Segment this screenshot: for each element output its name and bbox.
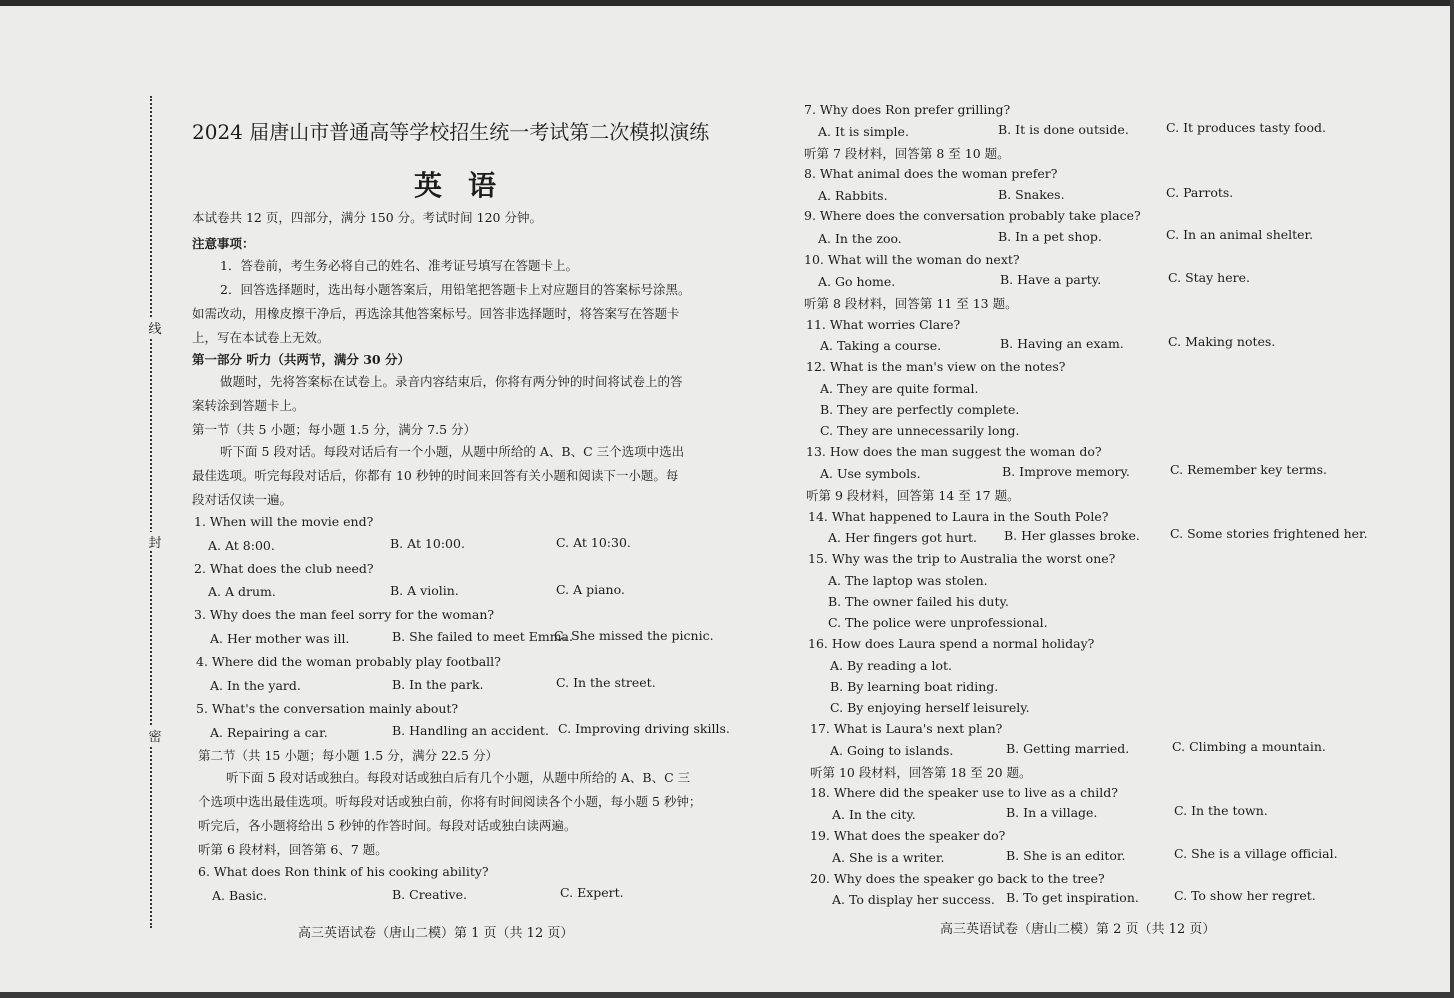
q13-option-a: A. Use symbols. [820, 466, 921, 481]
q5-option-c: C. Improving driving skills. [558, 721, 730, 736]
question-13: 13. How does the man suggest the woman do? [806, 444, 1102, 459]
exam-title: 2024 届唐山市普通高等学校招生统一考试第二次模拟演练 [192, 120, 710, 144]
q20-option-b: B. To get inspiration. [1006, 890, 1139, 905]
listen-10: 听第 10 段材料，回答第 18 至 20 题。 [810, 765, 1032, 780]
scan-top-edge [0, 0, 1454, 6]
q15-option-b: B. The owner failed his duty. [828, 594, 1009, 609]
binding-char-mi: 密 [146, 726, 164, 745]
q2-option-b: B. A violin. [390, 583, 459, 598]
question-1: 1. When will the movie end? [194, 514, 374, 529]
q4-option-b: B. In the park. [392, 677, 484, 692]
exam-intro: 本试卷共 12 页，四部分，满分 150 分。考试时间 120 分钟。 [192, 210, 542, 225]
question-6: 6. What does Ron think of his cooking ability? [198, 864, 489, 879]
q7-option-c: C. It produces tasty food. [1166, 120, 1326, 135]
section1-desc-c: 段对话仅读一遍。 [192, 492, 293, 507]
q17-option-c: C. Climbing a mountain. [1172, 739, 1326, 754]
binding-char-xian: 线 [146, 318, 164, 337]
q15-option-c: C. The police were unprofessional. [828, 615, 1048, 630]
notice-1: 1．答卷前，考生务必将自己的姓名、准考证号填写在答题卡上。 [220, 258, 578, 273]
q1-option-a: A. At 8:00. [208, 538, 275, 553]
q16-option-b: B. By learning boat riding. [830, 679, 999, 694]
q16-option-c: C. By enjoying herself leisurely. [830, 700, 1030, 715]
q9-option-b: B. In a pet shop. [998, 229, 1102, 244]
q4-option-c: C. In the street. [556, 675, 656, 690]
q17-option-b: B. Getting married. [1006, 741, 1130, 756]
page-2-footer: 高三英语试卷（唐山二模）第 2 页（共 12 页） [940, 922, 1216, 937]
q9-option-a: A. In the zoo. [818, 231, 902, 246]
question-10: 10. What will the woman do next? [804, 252, 1020, 267]
q12-option-c: C. They are unnecessarily long. [820, 423, 1020, 438]
q3-option-b: B. She failed to meet Emma. [392, 629, 573, 644]
q8-option-c: C. Parrots. [1166, 185, 1234, 200]
notice-2a: 2．回答选择题时，选出每小题答案后，用铅笔把答题卡上对应题目的答案标号涂黑。 [220, 282, 691, 297]
binding-dotted-line [150, 96, 152, 928]
question-7: 7. Why does Ron prefer grilling? [804, 102, 1011, 117]
q10-option-c: C. Stay here. [1168, 270, 1250, 285]
section1-title: 第一节（共 5 小题；每小题 1.5 分，满分 7.5 分） [192, 422, 477, 437]
notice-2b: 如需改动，用橡皮擦干净后，再选涂其他答案标号。回答非选择题时，将答案写在答题卡 [192, 306, 680, 321]
part1-desc-b: 案转涂到答题卡上。 [192, 398, 305, 413]
q7-option-b: B. It is done outside. [998, 122, 1129, 137]
question-5: 5. What's the conversation mainly about? [196, 701, 459, 716]
q17-option-a: A. Going to islands. [830, 743, 954, 758]
q5-option-a: A. Repairing a car. [210, 725, 328, 740]
listen-8: 听第 8 段材料，回答第 11 至 13 题。 [804, 296, 1018, 311]
q14-option-c: C. Some stories frightened her. [1170, 526, 1368, 541]
q18-option-b: B. In a village. [1006, 805, 1098, 820]
q19-option-a: A. She is a writer. [832, 850, 945, 865]
section2-desc-c: 听完后，各小题将给出 5 秒钟的作答时间。每段对话或独白读两遍。 [198, 818, 577, 833]
q3-option-c: C. She missed the picnic. [554, 628, 714, 643]
notice-title: 注意事项： [192, 236, 255, 251]
question-3: 3. Why does the man feel sorry for the woman? [194, 607, 495, 622]
q6-option-b: B. Creative. [392, 887, 467, 902]
q8-option-a: A. Rabbits. [818, 188, 888, 203]
subject-title: 英语 [414, 169, 523, 202]
q2-option-a: A. A drum. [208, 584, 276, 599]
q18-option-c: C. In the town. [1174, 803, 1268, 818]
q20-option-a: A. To display her success. [832, 892, 995, 907]
q14-option-b: B. Her glasses broke. [1004, 528, 1140, 543]
section1-desc-a: 听下面 5 段对话。每段对话后有一个小题，从题中所给的 A、B、C 三个选项中选出 [220, 444, 685, 459]
q13-option-b: B. Improve memory. [1002, 464, 1130, 479]
q6-option-c: C. Expert. [560, 885, 624, 900]
q12-option-a: A. They are quite formal. [820, 381, 979, 396]
q3-option-a: A. Her mother was ill. [210, 631, 350, 646]
q8-option-b: B. Snakes. [998, 187, 1065, 202]
listen-6: 听第 6 段材料，回答第 6、7 题。 [198, 842, 388, 857]
question-2: 2. What does the club need? [194, 561, 374, 576]
part1-desc-a: 做题时，先将答案标在试卷上。录音内容结束后，你将有两分钟的时间将试卷上的答 [220, 374, 683, 389]
q13-option-c: C. Remember key terms. [1170, 462, 1327, 477]
q7-option-a: A. It is simple. [818, 124, 909, 139]
q6-option-a: A. Basic. [212, 888, 267, 903]
q11-option-a: A. Taking a course. [820, 338, 942, 353]
q16-option-a: A. By reading a lot. [830, 658, 952, 673]
section2-desc-b: 个选项中选出最佳选项。听每段对话或独白前，你将有时间阅读各个小题，每小题 5 秒钟； [198, 794, 702, 809]
question-19: 19. What does the speaker do? [810, 828, 1006, 843]
q4-option-a: A. In the yard. [210, 678, 301, 693]
q9-option-c: C. In an animal shelter. [1166, 227, 1314, 242]
question-12: 12. What is the man's view on the notes? [806, 359, 1066, 374]
question-8: 8. What animal does the woman prefer? [804, 166, 1058, 181]
notice-2c: 上，写在本试卷上无效。 [192, 330, 330, 345]
question-4: 4. Where did the woman probably play football? [196, 654, 501, 669]
scan-bottom-edge [0, 992, 1454, 998]
section1-desc-b: 最佳选项。听完每段对话后，你都有 10 秒钟的时间来回答有关小题和阅读下一小题。每 [192, 468, 679, 483]
question-9: 9. Where does the conversation probably take place? [804, 208, 1141, 223]
question-14: 14. What happened to Laura in the South Pole? [808, 509, 1109, 524]
listen-7: 听第 7 段材料，回答第 8 至 10 题。 [804, 146, 1010, 161]
q10-option-b: B. Have a party. [1000, 272, 1102, 287]
q15-option-a: A. The laptop was stolen. [828, 573, 988, 588]
q19-option-b: B. She is an editor. [1006, 848, 1126, 863]
q19-option-c: C. She is a village official. [1174, 846, 1338, 861]
q11-option-b: B. Having an exam. [1000, 336, 1124, 351]
section2-title: 第二节（共 15 小题；每小题 1.5 分，满分 22.5 分） [198, 748, 498, 763]
q14-option-a: A. Her fingers got hurt. [828, 530, 977, 545]
binding-char-feng: 封 [146, 532, 164, 551]
section2-desc-a: 听下面 5 段对话或独白。每段对话或独白后有几个小题，从题中所给的 A、B、C 三 [226, 770, 691, 785]
q20-option-c: C. To show her regret. [1174, 888, 1316, 903]
q5-option-b: B. Handling an accident. [392, 723, 549, 738]
q18-option-a: A. In the city. [832, 807, 916, 822]
q10-option-a: A. Go home. [818, 274, 896, 289]
q1-option-c: C. At 10:30. [556, 535, 631, 550]
page-1-footer: 高三英语试卷（唐山二模）第 1 页（共 12 页） [298, 926, 574, 941]
question-18: 18. Where did the speaker use to live as a child? [810, 785, 1118, 800]
listen-9: 听第 9 段材料，回答第 14 至 17 题。 [806, 488, 1020, 503]
question-20: 20. Why does the speaker go back to the tree? [810, 871, 1105, 886]
q1-option-b: B. At 10:00. [390, 536, 465, 551]
question-11: 11. What worries Clare? [806, 317, 961, 332]
part1-title: 第一部分 听力（共两节，满分 30 分） [192, 352, 410, 367]
q11-option-c: C. Making notes. [1168, 334, 1276, 349]
scan-right-edge [1450, 0, 1454, 998]
q2-option-c: C. A piano. [556, 582, 625, 597]
question-15: 15. Why was the trip to Australia the worst one? [808, 551, 1116, 566]
question-17: 17. What is Laura's next plan? [810, 721, 1003, 736]
q12-option-b: B. They are perfectly complete. [820, 402, 1020, 417]
question-16: 16. How does Laura spend a normal holiday? [808, 636, 1095, 651]
